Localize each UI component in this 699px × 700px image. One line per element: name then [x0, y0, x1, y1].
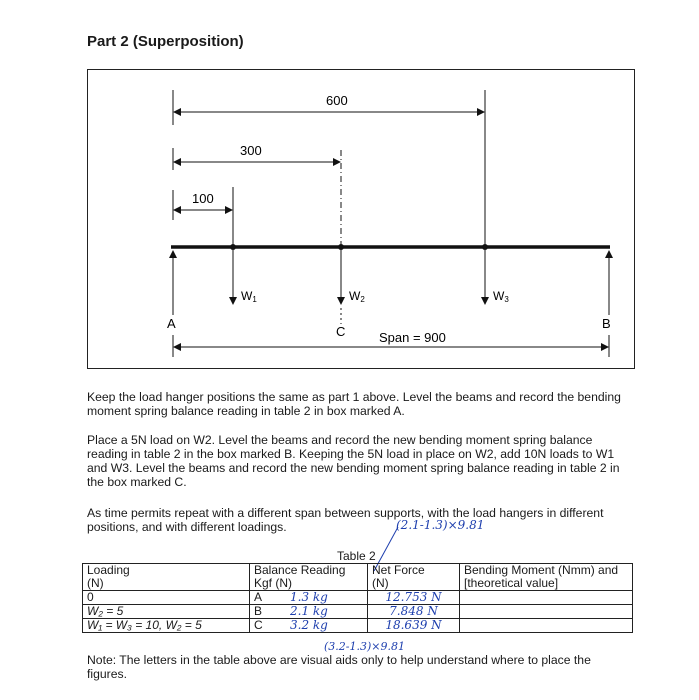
cell-loading: W₂ = 5 — [83, 605, 250, 619]
table-header-row — [83, 564, 633, 591]
header-balance-unit: Kgf (N) — [254, 576, 293, 590]
load-label-w3 — [493, 289, 509, 304]
header-net-force-title: Net Force — [372, 563, 425, 577]
results-table — [82, 563, 633, 633]
cell-loading: 0 — [83, 591, 250, 605]
dim-600-label: 600 — [326, 93, 348, 108]
page-title: Part 2 (Superposition) — [87, 33, 244, 50]
cell-box-letter: B — [254, 604, 263, 618]
load-label-w1-sub: 1 — [252, 295, 257, 304]
cell-bending-moment — [460, 619, 633, 633]
cell-net-force: 7.848 N — [368, 605, 460, 619]
load-label-w1 — [241, 289, 257, 304]
dim-100-label: 100 — [192, 191, 214, 206]
cell-box-letter: C — [254, 618, 263, 632]
table-note: Note: The letters in the table above are visual aids only to help understand where to place the figures. — [87, 653, 591, 681]
cell-box-letter: A — [254, 590, 263, 604]
cell-balance — [250, 619, 368, 633]
point-label-c: C — [336, 324, 346, 339]
table-row — [83, 605, 633, 619]
header-loading-unit: (N) — [87, 576, 104, 590]
hanger-point-w2 — [338, 244, 344, 250]
cell-handwritten-reading: 2.1 kg — [290, 604, 328, 618]
cell-balance — [250, 591, 368, 605]
cell-balance — [250, 605, 368, 619]
cell-bending-moment — [460, 605, 633, 619]
hanger-point-w1 — [230, 244, 236, 250]
load-label-w3-sub: 3 — [504, 295, 509, 304]
header-loading-title: Loading — [87, 563, 130, 577]
support-label-b: B — [602, 316, 611, 331]
cell-net-force: 18.639 N — [368, 619, 460, 633]
header-net-force — [368, 564, 460, 591]
handwritten-formula-bottom: (3.2-1.3)×9.81 — [324, 640, 405, 653]
cell-handwritten-reading: 1.3 kg — [290, 590, 328, 604]
instruction-paragraph-1: Keep the load hanger positions the same as part 1 above. Level the beams and record the bending moment spring balance reading in table 2 in box marked A. — [87, 390, 621, 418]
load-label-w1-letter: W — [241, 289, 253, 303]
dim-300-label: 300 — [240, 143, 262, 158]
beam-diagram-svg — [88, 70, 636, 370]
instruction-paragraph-3: As time permits repeat with a different span between supports, with the load hangers in different positions, and with different loadings. — [87, 506, 604, 534]
cell-loading: W₁ = W₃ = 10, W₂ = 5 — [83, 619, 250, 633]
load-label-w2-sub: 2 — [360, 295, 365, 304]
cell-handwritten-reading: 3.2 kg — [290, 618, 328, 632]
header-bending-moment-title: Bending Moment (Nmm) and — [464, 563, 619, 577]
cell-net-force: 12.753 N — [368, 591, 460, 605]
load-label-w2 — [349, 289, 365, 304]
header-bending-moment-sub: [theoretical value] — [464, 576, 559, 590]
header-balance-title: Balance Reading — [254, 563, 346, 577]
support-label-a: A — [167, 316, 176, 331]
header-net-force-unit: (N) — [372, 576, 389, 590]
beam-diagram — [87, 69, 635, 369]
table-caption: Table 2 — [337, 549, 376, 563]
instruction-paragraph-2: Place a 5N load on W2. Level the beams and record the new bending moment spring balance reading in table 2 in the box marked B. Keeping the 5N load in place on W2, add 10N loads to W1 and W3. Level the beams and record the new bending moment spring balance reading in table 2 in the box marked C. — [87, 433, 620, 489]
hanger-point-w3 — [482, 244, 488, 250]
load-label-w3-letter: W — [493, 289, 505, 303]
handwritten-formula-top: (2.1-1.3)×9.81 — [396, 518, 485, 532]
header-balance — [250, 564, 368, 591]
header-bending-moment — [460, 564, 633, 591]
cell-bending-moment — [460, 591, 633, 605]
table-row — [83, 619, 633, 633]
table-row — [83, 591, 633, 605]
span-label: Span = 900 — [379, 330, 446, 345]
header-loading — [83, 564, 250, 591]
load-label-w2-letter: W — [349, 289, 361, 303]
